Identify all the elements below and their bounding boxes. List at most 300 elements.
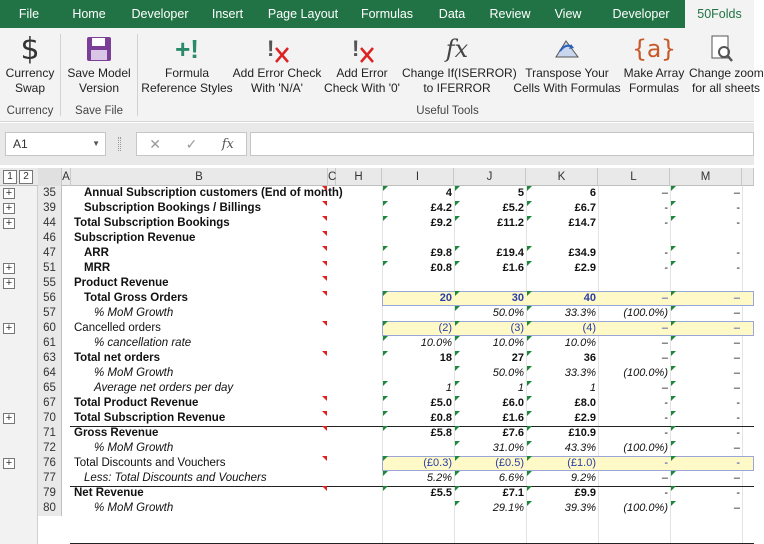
row-header[interactable]: 46 bbox=[38, 231, 62, 246]
button-label: to IFERROR bbox=[423, 81, 491, 95]
value-cell-k[interactable]: 43.3% bbox=[564, 442, 596, 454]
tab-developer[interactable]: Developer bbox=[131, 7, 189, 21]
row-header[interactable]: 60 bbox=[38, 321, 62, 336]
tab-file[interactable]: File bbox=[18, 7, 40, 21]
row-header[interactable]: 39 bbox=[38, 201, 62, 216]
row-header[interactable]: 80 bbox=[38, 501, 62, 516]
formula-indicator bbox=[455, 366, 460, 371]
row-header[interactable]: 63 bbox=[38, 351, 62, 366]
formula-indicator bbox=[671, 246, 676, 251]
value-cell-j[interactable]: 30 bbox=[511, 292, 524, 304]
formula-indicator bbox=[671, 456, 676, 461]
tab-page-layout[interactable]: Page Layout bbox=[267, 7, 339, 21]
formula-indicator bbox=[455, 456, 460, 461]
row-label-cell[interactable]: Subscription Bookings / Billings bbox=[84, 202, 261, 214]
value-cell-m[interactable]: – bbox=[733, 187, 740, 199]
cancel-icon[interactable]: ✕ bbox=[149, 135, 162, 152]
formula-indicator bbox=[671, 411, 676, 416]
formula-indicator bbox=[383, 186, 388, 191]
value-cell-m[interactable]: – bbox=[733, 307, 740, 319]
tab-review[interactable]: Review bbox=[489, 7, 531, 21]
value-cell-i[interactable]: £9.2 bbox=[430, 217, 452, 229]
table-row bbox=[0, 486, 754, 501]
row-header[interactable]: 79 bbox=[38, 486, 62, 501]
value-cell-i[interactable]: £5.8 bbox=[430, 427, 452, 439]
column-header-m[interactable]: M bbox=[670, 168, 742, 186]
expand-group-button[interactable]: + bbox=[3, 203, 15, 214]
value-cell-l[interactable]: – bbox=[661, 472, 668, 484]
row-header[interactable]: 47 bbox=[38, 246, 62, 261]
formula-indicator bbox=[527, 186, 532, 191]
column-header-l[interactable]: L bbox=[598, 168, 670, 186]
row-label-cell[interactable]: % MoM Growth bbox=[94, 367, 174, 379]
value-cell-m[interactable]: – bbox=[733, 442, 740, 454]
value-cell-j[interactable]: £7.1 bbox=[502, 487, 524, 499]
table-row bbox=[0, 351, 754, 366]
value-cell-j[interactable]: (£0.5) bbox=[495, 457, 524, 469]
change-iferror-button[interactable] bbox=[402, 32, 517, 96]
value-cell-m[interactable]: - bbox=[736, 412, 740, 424]
formula-indicator bbox=[383, 201, 388, 206]
column-header-j[interactable]: J bbox=[454, 168, 526, 186]
row-header[interactable]: 72 bbox=[38, 441, 62, 456]
value-cell-i[interactable]: £5.0 bbox=[430, 397, 452, 409]
formula-indicator bbox=[455, 291, 460, 296]
outline-level-2-button[interactable]: 2 bbox=[19, 170, 33, 184]
formula-indicator bbox=[455, 201, 460, 206]
value-cell-k[interactable]: 39.3% bbox=[564, 502, 596, 514]
value-cell-i[interactable] bbox=[382, 501, 454, 516]
column-header-i[interactable]: I bbox=[382, 168, 454, 186]
value-cell-l[interactable]: – bbox=[661, 352, 668, 364]
expand-group-button[interactable]: + bbox=[3, 413, 15, 424]
row-header[interactable]: 65 bbox=[38, 381, 62, 396]
value-cell-k[interactable]: £6.7 bbox=[574, 202, 596, 214]
row-label-cell[interactable]: Net Revenue bbox=[74, 487, 144, 499]
value-cell-i[interactable]: £4.2 bbox=[430, 202, 452, 214]
tab-view[interactable]: View bbox=[554, 7, 582, 21]
column-header-c[interactable]: C bbox=[328, 168, 336, 186]
table-row bbox=[0, 261, 754, 276]
value-cell-k[interactable]: £2.9 bbox=[574, 262, 596, 274]
error-check-zero-icon bbox=[322, 32, 402, 66]
formula-indicator bbox=[455, 501, 460, 506]
value-cell-l[interactable]: - bbox=[664, 247, 668, 259]
formula-indicator bbox=[527, 501, 532, 506]
formula-bar-resize-handle[interactable] bbox=[118, 137, 121, 151]
value-cell-m[interactable]: - bbox=[736, 262, 740, 274]
worksheet-grid bbox=[0, 186, 754, 544]
value-cell-m[interactable]: - bbox=[736, 217, 740, 229]
formula-indicator bbox=[671, 501, 676, 506]
value-cell-j[interactable]: 31.0% bbox=[492, 442, 524, 454]
formula-indicator bbox=[671, 336, 676, 341]
formula-indicator bbox=[455, 486, 460, 491]
value-cell-i[interactable]: 18 bbox=[439, 352, 452, 364]
tab-home[interactable]: Home bbox=[72, 7, 106, 21]
value-cell-k[interactable]: 1 bbox=[589, 382, 596, 394]
row-label-cell[interactable]: % MoM Growth bbox=[94, 442, 174, 454]
row-label-cell[interactable]: Less: Total Discounts and Vouchers bbox=[84, 472, 267, 484]
formula-indicator bbox=[671, 291, 676, 296]
comment-indicator bbox=[322, 231, 327, 236]
value-cell-j[interactable]: 27 bbox=[511, 352, 524, 364]
svg-text:!: ! bbox=[352, 36, 360, 61]
row-label-cell[interactable]: MRR bbox=[84, 262, 111, 274]
row-header[interactable]: 67 bbox=[38, 396, 62, 411]
formula-indicator bbox=[527, 441, 532, 446]
comment-indicator bbox=[322, 246, 327, 251]
formula-indicator bbox=[455, 426, 460, 431]
expand-group-button[interactable]: + bbox=[3, 188, 15, 199]
row-header[interactable]: 57 bbox=[38, 306, 62, 321]
button-label: Version bbox=[78, 81, 120, 95]
add-error-check-zero-button[interactable] bbox=[322, 32, 402, 96]
value-cell-j[interactable]: (3) bbox=[510, 322, 524, 334]
row-label-cell[interactable]: Total net orders bbox=[74, 352, 161, 364]
row-label-cell[interactable]: ARR bbox=[84, 247, 109, 259]
change-zoom-button[interactable] bbox=[688, 32, 764, 96]
formula-indicator bbox=[527, 381, 532, 386]
value-cell-k[interactable]: £10.9 bbox=[568, 427, 596, 439]
value-cell-j[interactable]: 1 bbox=[517, 382, 524, 394]
value-cell-i[interactable]: (£0.3) bbox=[423, 457, 452, 469]
formula-indicator bbox=[527, 291, 532, 296]
comment-indicator bbox=[322, 276, 327, 281]
table-row bbox=[0, 366, 754, 381]
outline-level-1-button[interactable]: 1 bbox=[3, 170, 17, 184]
value-cell-l[interactable]: – bbox=[661, 322, 668, 334]
button-label: Formulas bbox=[628, 81, 679, 95]
chevron-down-icon[interactable]: ▼ bbox=[92, 139, 100, 148]
row-header[interactable]: 77 bbox=[38, 471, 62, 486]
button-label: Change zoom bbox=[689, 66, 764, 80]
button-label: Add Error Check bbox=[232, 66, 322, 80]
formula-indicator bbox=[671, 396, 676, 401]
save-model-version-button[interactable] bbox=[64, 32, 134, 96]
formula-indicator bbox=[455, 186, 460, 191]
name-box-value: A1 bbox=[13, 137, 28, 151]
value-cell-i[interactable] bbox=[382, 441, 454, 456]
table-row bbox=[0, 216, 754, 231]
expand-group-button[interactable]: + bbox=[3, 458, 15, 469]
value-cell-j[interactable]: £5.2 bbox=[502, 202, 524, 214]
row-label-cell[interactable]: Total Gross Orders bbox=[84, 292, 188, 304]
value-cell-l[interactable] bbox=[598, 231, 670, 246]
formula-buttons bbox=[136, 132, 247, 156]
value-cell-l[interactable]: – bbox=[661, 382, 668, 394]
row-label-cell[interactable]: Cancelled orders bbox=[74, 322, 161, 334]
row-header[interactable]: 70 bbox=[38, 411, 62, 426]
value-cell-i[interactable] bbox=[382, 276, 454, 291]
column-header-b[interactable]: B bbox=[71, 168, 328, 186]
value-cell-l[interactable]: – bbox=[661, 337, 668, 349]
value-cell-i[interactable]: 20 bbox=[439, 292, 452, 304]
value-cell-m[interactable]: - bbox=[736, 247, 740, 259]
make-array-formulas-button[interactable] bbox=[622, 32, 686, 96]
row-header[interactable]: 55 bbox=[38, 276, 62, 291]
row-header[interactable]: 76 bbox=[38, 456, 62, 471]
value-cell-m[interactable]: – bbox=[733, 502, 740, 514]
value-cell-m[interactable]: – bbox=[733, 367, 740, 379]
formula-indicator bbox=[527, 321, 532, 326]
column-header-h[interactable]: H bbox=[336, 168, 382, 186]
formula-indicator bbox=[527, 306, 532, 311]
table-row bbox=[0, 426, 754, 441]
value-cell-k[interactable]: 33.3% bbox=[564, 367, 596, 379]
comment-indicator bbox=[322, 216, 327, 221]
value-cell-l[interactable]: - bbox=[664, 487, 668, 499]
value-cell-k[interactable]: (4) bbox=[582, 322, 596, 334]
comment-indicator bbox=[322, 426, 327, 431]
formula-indicator bbox=[455, 321, 460, 326]
tab-50folds[interactable]: 50Folds bbox=[685, 0, 754, 28]
formula-indicator bbox=[671, 381, 676, 386]
value-cell-i[interactable]: (2) bbox=[438, 322, 452, 334]
value-cell-i[interactable]: 10.0% bbox=[420, 337, 452, 349]
row-label-cell[interactable]: % cancellation rate bbox=[94, 337, 192, 349]
value-cell-m[interactable]: – bbox=[733, 352, 740, 364]
value-cell-m[interactable]: – bbox=[733, 472, 740, 484]
value-cell-l[interactable]: - bbox=[664, 397, 668, 409]
value-cell-l[interactable]: (100.0%) bbox=[623, 442, 668, 454]
expand-group-button[interactable]: + bbox=[3, 263, 15, 274]
value-cell-i[interactable]: 4 bbox=[445, 187, 452, 199]
table-row bbox=[0, 501, 754, 516]
value-cell-j[interactable]: £6.0 bbox=[502, 397, 524, 409]
button-label: Make Array bbox=[623, 66, 685, 80]
value-cell-l[interactable]: - bbox=[664, 217, 668, 229]
value-cell-m[interactable]: - bbox=[736, 487, 740, 499]
value-cell-j[interactable]: 6.6% bbox=[498, 472, 524, 484]
row-label-cell[interactable]: Annual Subscription customers (End of month) bbox=[84, 187, 343, 199]
value-cell-j[interactable]: £11.2 bbox=[497, 217, 524, 229]
formula-indicator bbox=[455, 261, 460, 266]
value-cell-k[interactable]: 36 bbox=[583, 352, 596, 364]
row-header[interactable]: 35 bbox=[38, 186, 62, 201]
column-header-k[interactable]: K bbox=[526, 168, 598, 186]
value-cell-l[interactable]: – bbox=[661, 292, 668, 304]
value-cell-j[interactable]: £19.4 bbox=[496, 247, 524, 259]
row-header[interactable]: 56 bbox=[38, 291, 62, 306]
formula-indicator bbox=[671, 306, 676, 311]
formula-indicator bbox=[383, 381, 388, 386]
tab-data[interactable]: Data bbox=[438, 7, 466, 21]
expand-group-button[interactable]: + bbox=[3, 323, 15, 334]
value-cell-k[interactable]: £8.0 bbox=[574, 397, 596, 409]
value-cell-k[interactable]: (£1.0) bbox=[567, 457, 596, 469]
table-row bbox=[0, 456, 754, 471]
formula-indicator bbox=[671, 216, 676, 221]
value-cell-i[interactable]: £9.8 bbox=[430, 247, 452, 259]
row-label-cell[interactable]: Subscription Revenue bbox=[74, 232, 196, 244]
row-header[interactable]: 71 bbox=[38, 426, 62, 441]
formula-indicator bbox=[455, 471, 460, 476]
formula-indicator bbox=[383, 261, 388, 266]
value-cell-k[interactable] bbox=[526, 231, 598, 246]
add-error-check-na-button[interactable] bbox=[232, 32, 322, 96]
formula-indicator bbox=[383, 411, 388, 416]
value-cell-m[interactable]: – bbox=[733, 382, 740, 394]
button-label: for all sheets bbox=[692, 81, 761, 95]
table-row bbox=[0, 396, 754, 411]
currency-swap-button[interactable] bbox=[3, 32, 57, 96]
value-cell-j[interactable]: £7.6 bbox=[502, 427, 524, 439]
value-cell-m[interactable]: - bbox=[736, 427, 740, 439]
formula-indicator bbox=[383, 246, 388, 251]
expand-group-button[interactable]: + bbox=[3, 278, 15, 289]
formula-indicator bbox=[383, 426, 388, 431]
value-cell-l[interactable]: - bbox=[664, 412, 668, 424]
table-row bbox=[0, 186, 754, 201]
formula-indicator bbox=[383, 321, 388, 326]
table-row bbox=[0, 336, 754, 351]
value-cell-j[interactable]: £1.6 bbox=[502, 262, 524, 274]
name-box[interactable] bbox=[5, 132, 106, 156]
value-cell-i[interactable]: £0.8 bbox=[430, 412, 452, 424]
formula-indicator bbox=[671, 441, 676, 446]
row-label-cell[interactable]: % MoM Growth bbox=[94, 502, 174, 514]
insert-function-icon[interactable]: fx bbox=[221, 136, 234, 152]
value-cell-m[interactable] bbox=[670, 231, 742, 246]
value-cell-i[interactable] bbox=[382, 231, 454, 246]
value-cell-l[interactable]: (100.0%) bbox=[623, 307, 668, 319]
row-header[interactable]: 61 bbox=[38, 336, 62, 351]
value-cell-j[interactable]: 50.0% bbox=[492, 307, 524, 319]
formula-input[interactable] bbox=[250, 132, 754, 156]
select-all-corner[interactable] bbox=[38, 168, 62, 186]
value-cell-l[interactable]: - bbox=[664, 202, 668, 214]
value-cell-j[interactable]: 10.0% bbox=[492, 337, 524, 349]
formula-indicator bbox=[671, 426, 676, 431]
value-cell-k[interactable]: 9.2% bbox=[570, 472, 596, 484]
row-header[interactable]: 44 bbox=[38, 216, 62, 231]
value-cell-j[interactable]: 50.0% bbox=[492, 367, 524, 379]
value-cell-k[interactable]: £9.9 bbox=[574, 487, 596, 499]
tab-developer[interactable]: Developer bbox=[612, 7, 670, 21]
value-cell-m[interactable]: - bbox=[736, 202, 740, 214]
value-cell-j[interactable] bbox=[454, 231, 526, 246]
formula-indicator bbox=[383, 216, 388, 221]
value-cell-i[interactable]: 5.2% bbox=[426, 472, 452, 484]
formula-indicator bbox=[671, 261, 676, 266]
row-label-cell[interactable]: Total Subscription Revenue bbox=[74, 412, 226, 424]
value-cell-i[interactable]: £5.5 bbox=[430, 487, 452, 499]
menu-bar bbox=[0, 0, 754, 28]
formula-bar-area bbox=[0, 123, 754, 165]
value-cell-m[interactable]: - bbox=[736, 457, 740, 469]
table-row bbox=[0, 246, 754, 261]
formula-reference-styles-button[interactable] bbox=[141, 32, 233, 96]
value-cell-j[interactable]: £1.6 bbox=[502, 412, 524, 424]
column-header-a[interactable]: A bbox=[62, 168, 71, 186]
value-cell-k[interactable]: 10.0% bbox=[564, 337, 596, 349]
value-cell-i[interactable]: 1 bbox=[445, 382, 452, 394]
formula-indicator bbox=[671, 321, 676, 326]
row-label-cell[interactable]: % MoM Growth bbox=[94, 307, 174, 319]
row-label-cell[interactable]: Average net orders per day bbox=[94, 382, 234, 394]
formula-indicator bbox=[671, 366, 676, 371]
value-cell-m[interactable]: – bbox=[733, 292, 740, 304]
value-cell-i[interactable]: £0.8 bbox=[430, 262, 452, 274]
formula-indicator bbox=[383, 456, 388, 461]
formula-indicator bbox=[527, 396, 532, 401]
value-cell-l[interactable]: - bbox=[664, 427, 668, 439]
row-label-cell[interactable]: Product Revenue bbox=[74, 277, 169, 289]
array-braces-icon: {a} bbox=[632, 34, 676, 63]
zoom-page-icon bbox=[688, 32, 754, 66]
tab-formulas[interactable]: Formulas bbox=[360, 7, 414, 21]
button-label: Swap bbox=[14, 81, 46, 95]
value-cell-i[interactable] bbox=[382, 366, 454, 381]
value-cell-m[interactable]: - bbox=[736, 397, 740, 409]
expand-group-button[interactable]: + bbox=[3, 218, 15, 229]
value-cell-k[interactable] bbox=[526, 276, 598, 291]
formula-indicator bbox=[527, 351, 532, 356]
value-cell-j[interactable] bbox=[454, 276, 526, 291]
formula-indicator bbox=[455, 336, 460, 341]
value-cell-l[interactable]: - bbox=[664, 262, 668, 274]
transpose-formulas-button[interactable] bbox=[512, 32, 622, 96]
row-header[interactable]: 51 bbox=[38, 261, 62, 276]
formula-indicator bbox=[455, 396, 460, 401]
value-cell-m[interactable] bbox=[670, 276, 742, 291]
button-label: Cells With Formulas bbox=[513, 81, 621, 95]
value-cell-i[interactable] bbox=[382, 306, 454, 321]
value-cell-k[interactable]: £2.9 bbox=[574, 412, 596, 424]
checkmark-icon[interactable]: ✓ bbox=[185, 135, 198, 152]
table-row bbox=[0, 306, 754, 321]
row-label-cell[interactable]: Total Subscription Bookings bbox=[74, 217, 230, 229]
formula-indicator bbox=[671, 486, 676, 491]
value-cell-k[interactable]: 6 bbox=[589, 187, 596, 199]
button-label: Save Model bbox=[67, 66, 131, 80]
comment-indicator bbox=[322, 291, 327, 296]
table-row bbox=[0, 381, 754, 396]
value-cell-l[interactable]: (100.0%) bbox=[623, 502, 668, 514]
formula-indicator bbox=[455, 351, 460, 356]
tab-insert[interactable]: Insert bbox=[211, 7, 244, 21]
value-cell-k[interactable]: 33.3% bbox=[564, 307, 596, 319]
value-cell-l[interactable]: – bbox=[661, 187, 668, 199]
row-label-cell[interactable]: Total Product Revenue bbox=[74, 397, 199, 409]
formula-indicator bbox=[527, 261, 532, 266]
value-cell-l[interactable]: - bbox=[664, 457, 668, 469]
value-cell-m[interactable]: – bbox=[733, 337, 740, 349]
formula-indicator bbox=[527, 426, 532, 431]
button-label: Formula bbox=[164, 66, 209, 80]
value-cell-k[interactable]: 40 bbox=[583, 292, 596, 304]
formula-indicator bbox=[527, 456, 532, 461]
value-cell-l[interactable] bbox=[598, 276, 670, 291]
value-cell-j[interactable]: 29.1% bbox=[492, 502, 524, 514]
value-cell-j[interactable]: 5 bbox=[517, 187, 524, 199]
column-header-row bbox=[0, 168, 754, 186]
comment-indicator bbox=[322, 351, 327, 356]
ribbon bbox=[0, 28, 764, 122]
row-header[interactable]: 64 bbox=[38, 366, 62, 381]
dollar-icon: $ bbox=[20, 31, 40, 67]
fx-icon: fx bbox=[445, 34, 469, 63]
value-cell-l[interactable]: (100.0%) bbox=[623, 367, 668, 379]
row-label-cell[interactable]: Gross Revenue bbox=[74, 427, 159, 439]
column-header-partial[interactable] bbox=[742, 168, 754, 186]
value-cell-k[interactable]: £34.9 bbox=[568, 247, 596, 259]
value-cell-k[interactable]: £14.7 bbox=[568, 217, 596, 229]
row-label-cell[interactable]: Total Discounts and Vouchers bbox=[74, 457, 226, 469]
comment-indicator bbox=[322, 456, 327, 461]
value-cell-m[interactable]: – bbox=[733, 322, 740, 334]
